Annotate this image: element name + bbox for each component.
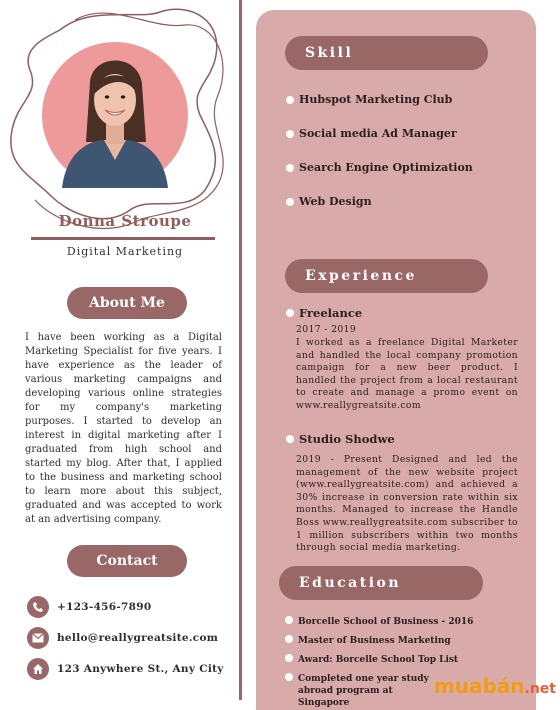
contact-phone: +123-456-7890 (57, 601, 152, 613)
bullet-icon (286, 164, 294, 172)
experience-description: I worked as a freelance Digital Marketer and handled the local company promotion campaign for a new beer product. I handled the project from a local restaurant to create and manage a promo event on www.reallygreatsite.com (296, 337, 518, 411)
watermark-logo: muabán.net (433, 674, 556, 698)
experience-description: 2019 - Present Designed and led the management of the new website project (www.reallygreatsite.com) and achieved a 30% increase in conversion rate within six months. Managed to increase the Handle Boss www.reallygreatsite.com subscriber to 1 million subscribers within two months through social media marketing. (296, 454, 518, 554)
experience-heading: Experience (285, 259, 488, 293)
education-item: Master of Business Marketing (285, 635, 451, 647)
profile-name: Donna Stroupe (58, 212, 192, 230)
skill-item: Social media Ad Manager (286, 127, 457, 140)
contact-phone-row (27, 596, 151, 618)
contact-email: hello@reallygreatsite.com (57, 632, 219, 644)
bullet-icon (285, 635, 293, 643)
bullet-icon (285, 616, 293, 624)
education-item: Completed one year study abroad program at Singapore (285, 673, 445, 709)
education-heading: Education (279, 566, 483, 600)
person-portrait-icon (42, 42, 188, 188)
education-item: Award: Borcelle School Top List (285, 654, 458, 666)
skill-item: Web Design (286, 195, 372, 208)
skill-item: Search Engine Optimization (286, 161, 473, 174)
mail-icon (27, 627, 49, 649)
experience-years: 2017 - 2019 (296, 324, 357, 335)
contact-email-row (27, 627, 218, 649)
home-icon (27, 658, 49, 680)
about-text: I have been working as a Digital Marketing Specialist for five years. I have experience as the leader of various marketing campaigns and developing various online strategies for my company's marketing purposes. I started to develop an interest in digital marketing after I graduated from high school and started my blog. After that, I applied to the business and marketing school to learn more about this subject, graduated and was accepted to work at an advertising company. (25, 332, 222, 525)
skill-item: Hubspot Marketing Club (286, 93, 452, 106)
experience-title: Freelance (286, 306, 362, 320)
profile-photo (42, 42, 188, 188)
profile-role: Digital Marketing (66, 245, 184, 258)
about-heading: About Me (67, 287, 187, 319)
experience-title: Studio Shodwe (286, 432, 395, 446)
bullet-icon (286, 96, 294, 104)
contact-heading: Contact (67, 545, 187, 577)
skill-heading: Skill (285, 36, 488, 70)
contact-address: 123 Anywhere St., Any City (57, 663, 224, 675)
column-divider (239, 0, 242, 700)
contact-address-row (27, 658, 224, 680)
name-underline (31, 237, 215, 240)
bullet-icon (285, 654, 293, 662)
bullet-icon (286, 198, 294, 206)
bullet-icon (286, 309, 294, 317)
bullet-icon (286, 130, 294, 138)
bullet-icon (285, 673, 293, 681)
phone-icon (27, 596, 49, 618)
bullet-icon (286, 435, 294, 443)
education-item: Borcelle School of Business - 2016 (285, 616, 473, 628)
